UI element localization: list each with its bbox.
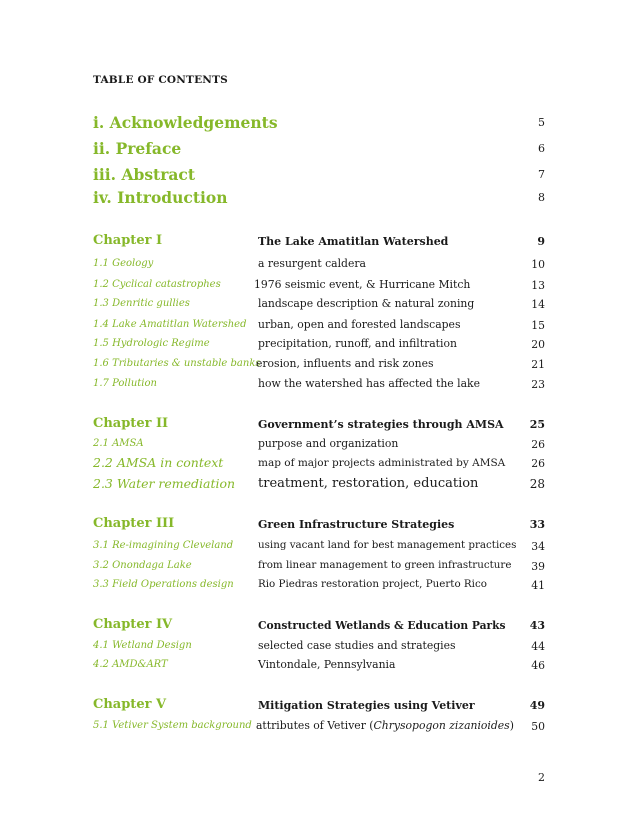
- toc-entry-acknowledgements[interactable]: [93, 113, 545, 133]
- chapter-page: 43: [529, 619, 545, 632]
- section-description: Rio Piedras restoration project, Puerto Rico: [258, 578, 487, 590]
- toc-section-2-1[interactable]: [93, 436, 545, 456]
- section-page: 21: [531, 358, 545, 371]
- section-label: 2.2 AMSA in context: [93, 455, 224, 470]
- section-label: 1.5 Hydrologic Regime: [93, 338, 210, 349]
- section-description: purpose and organization: [258, 437, 399, 450]
- toc-entry-introduction[interactable]: [93, 188, 545, 208]
- section-label: 4.1 Wetland Design: [93, 640, 192, 651]
- chapter-title: The Lake Amatitlan Watershed: [258, 235, 449, 248]
- section-page: 28: [529, 477, 545, 491]
- section-page: 15: [531, 319, 545, 332]
- section-page: 41: [531, 579, 545, 592]
- section-label: 3.2 Onondaga Lake: [93, 560, 192, 571]
- section-label: 1.1 Geology: [93, 258, 154, 269]
- section-page: 39: [531, 560, 545, 573]
- section-label: 3.3 Field Operations design: [93, 579, 234, 590]
- toc-chapter-5[interactable]: [93, 697, 545, 717]
- toc-heading: TABLE OF CONTENTS: [93, 74, 228, 86]
- section-label: 2.3 Water remediation: [93, 476, 236, 491]
- toc-section-1-6[interactable]: [93, 356, 545, 376]
- toc-section-4-1[interactable]: [93, 638, 545, 658]
- section-description: from linear management to green infrastructure: [258, 559, 512, 571]
- toc-chapter-4[interactable]: [93, 617, 545, 637]
- section-page: 10: [531, 258, 545, 271]
- section-page: 50: [531, 720, 545, 733]
- section-description: selected case studies and strategies: [258, 639, 456, 652]
- toc-entry-abstract[interactable]: [93, 165, 545, 185]
- section-page: 20: [531, 338, 545, 351]
- toc-section-1-5[interactable]: [93, 336, 545, 356]
- toc-section-1-3[interactable]: [93, 296, 545, 316]
- section-description: using vacant land for best management practices: [258, 539, 517, 551]
- section-page: 46: [531, 659, 545, 672]
- section-label: 1.2 Cyclical catastrophes: [93, 279, 221, 290]
- chapter-label: Chapter II: [93, 416, 169, 431]
- toc-section-1-1[interactable]: [93, 256, 545, 276]
- chapter-label: Chapter I: [93, 233, 163, 248]
- toc-section-1-7[interactable]: [93, 376, 545, 396]
- section-page: 26: [531, 457, 545, 470]
- section-page: 26: [531, 438, 545, 451]
- section-label: 1.3 Denritic gullies: [93, 298, 190, 309]
- chapter-label: Chapter V: [93, 697, 167, 712]
- section-label: 1.7 Pollution: [93, 378, 157, 389]
- section-description: erosion, influents and risk zones: [256, 357, 434, 370]
- section-label: 3.1 Re-imagining Cleveland: [93, 540, 234, 551]
- section-label: 1.4 Lake Amatitlan Watershed: [93, 319, 247, 330]
- chapter-title: Green Infrastructure Strategies: [258, 518, 455, 531]
- section-description: how the watershed has affected the lake: [258, 377, 480, 390]
- toc-entry-label: iii. Abstract: [93, 165, 196, 184]
- section-description: urban, open and forested landscapes: [258, 318, 461, 331]
- toc-entry-label: ii. Preface: [93, 139, 182, 158]
- section-description: treatment, restoration, education: [258, 476, 479, 491]
- chapter-page: 9: [537, 235, 545, 248]
- toc-section-3-1[interactable]: [93, 538, 545, 558]
- chapter-page: 33: [529, 518, 545, 531]
- toc-entry-page: 6: [538, 142, 545, 155]
- toc-section-3-2[interactable]: [93, 558, 545, 578]
- chapter-page: 25: [529, 418, 545, 431]
- species-name: Chrysopogon zizanioides: [373, 719, 510, 732]
- toc-section-1-2[interactable]: [93, 277, 545, 297]
- chapter-title: Government’s strategies through AMSA: [258, 418, 504, 431]
- section-page: 44: [531, 640, 545, 653]
- section-label: 2.1 AMSA: [93, 438, 144, 449]
- toc-chapter-2[interactable]: [93, 416, 545, 436]
- section-description: landscape description & natural zoning: [258, 297, 475, 310]
- toc-entry-label: i. Acknowledgements: [93, 113, 278, 132]
- toc-section-5-1[interactable]: [93, 718, 545, 738]
- toc-entry-label: iv. Introduction: [93, 188, 228, 207]
- section-description: 1976 seismic event, & Hurricane Mitch: [254, 278, 471, 291]
- toc-chapter-1[interactable]: [93, 233, 545, 253]
- section-description: a resurgent caldera: [258, 257, 366, 270]
- section-page: 34: [531, 540, 545, 553]
- section-page: 13: [531, 279, 545, 292]
- chapter-page: 49: [529, 699, 545, 712]
- section-label: 4.2 AMD&ART: [93, 659, 168, 670]
- section-description: Vintondale, Pennsylvania: [258, 658, 396, 671]
- section-description: map of major projects administrated by AMSA: [258, 457, 506, 469]
- toc-section-4-2[interactable]: [93, 657, 545, 677]
- toc-section-2-2[interactable]: [93, 455, 545, 475]
- section-description-suffix: ): [509, 719, 514, 732]
- chapter-title: Mitigation Strategies using Vetiver: [258, 699, 475, 712]
- section-label: 5.1 Vetiver System background: [93, 720, 252, 731]
- section-description: precipitation, runoff, and infiltration: [258, 337, 457, 350]
- section-page: 14: [531, 298, 545, 311]
- toc-entry-preface[interactable]: [93, 139, 545, 159]
- chapter-label: Chapter IV: [93, 617, 173, 632]
- section-description-prefix: attributes of Vetiver (: [256, 719, 374, 732]
- chapter-title: Constructed Wetlands & Education Parks: [258, 619, 506, 632]
- toc-section-2-3[interactable]: [93, 476, 545, 496]
- section-description: [256, 719, 514, 732]
- chapter-label: Chapter III: [93, 516, 175, 531]
- toc-section-1-4[interactable]: [93, 317, 545, 337]
- toc-entry-page: 7: [538, 168, 545, 181]
- section-page: 23: [531, 378, 545, 391]
- section-label: 1.6 Tributaries & unstable banks: [93, 358, 261, 369]
- page-number: 2: [538, 771, 545, 784]
- toc-section-3-3[interactable]: [93, 577, 545, 597]
- toc-entry-page: 5: [538, 116, 545, 129]
- toc-entry-page: 8: [538, 191, 545, 204]
- toc-chapter-3[interactable]: [93, 516, 545, 536]
